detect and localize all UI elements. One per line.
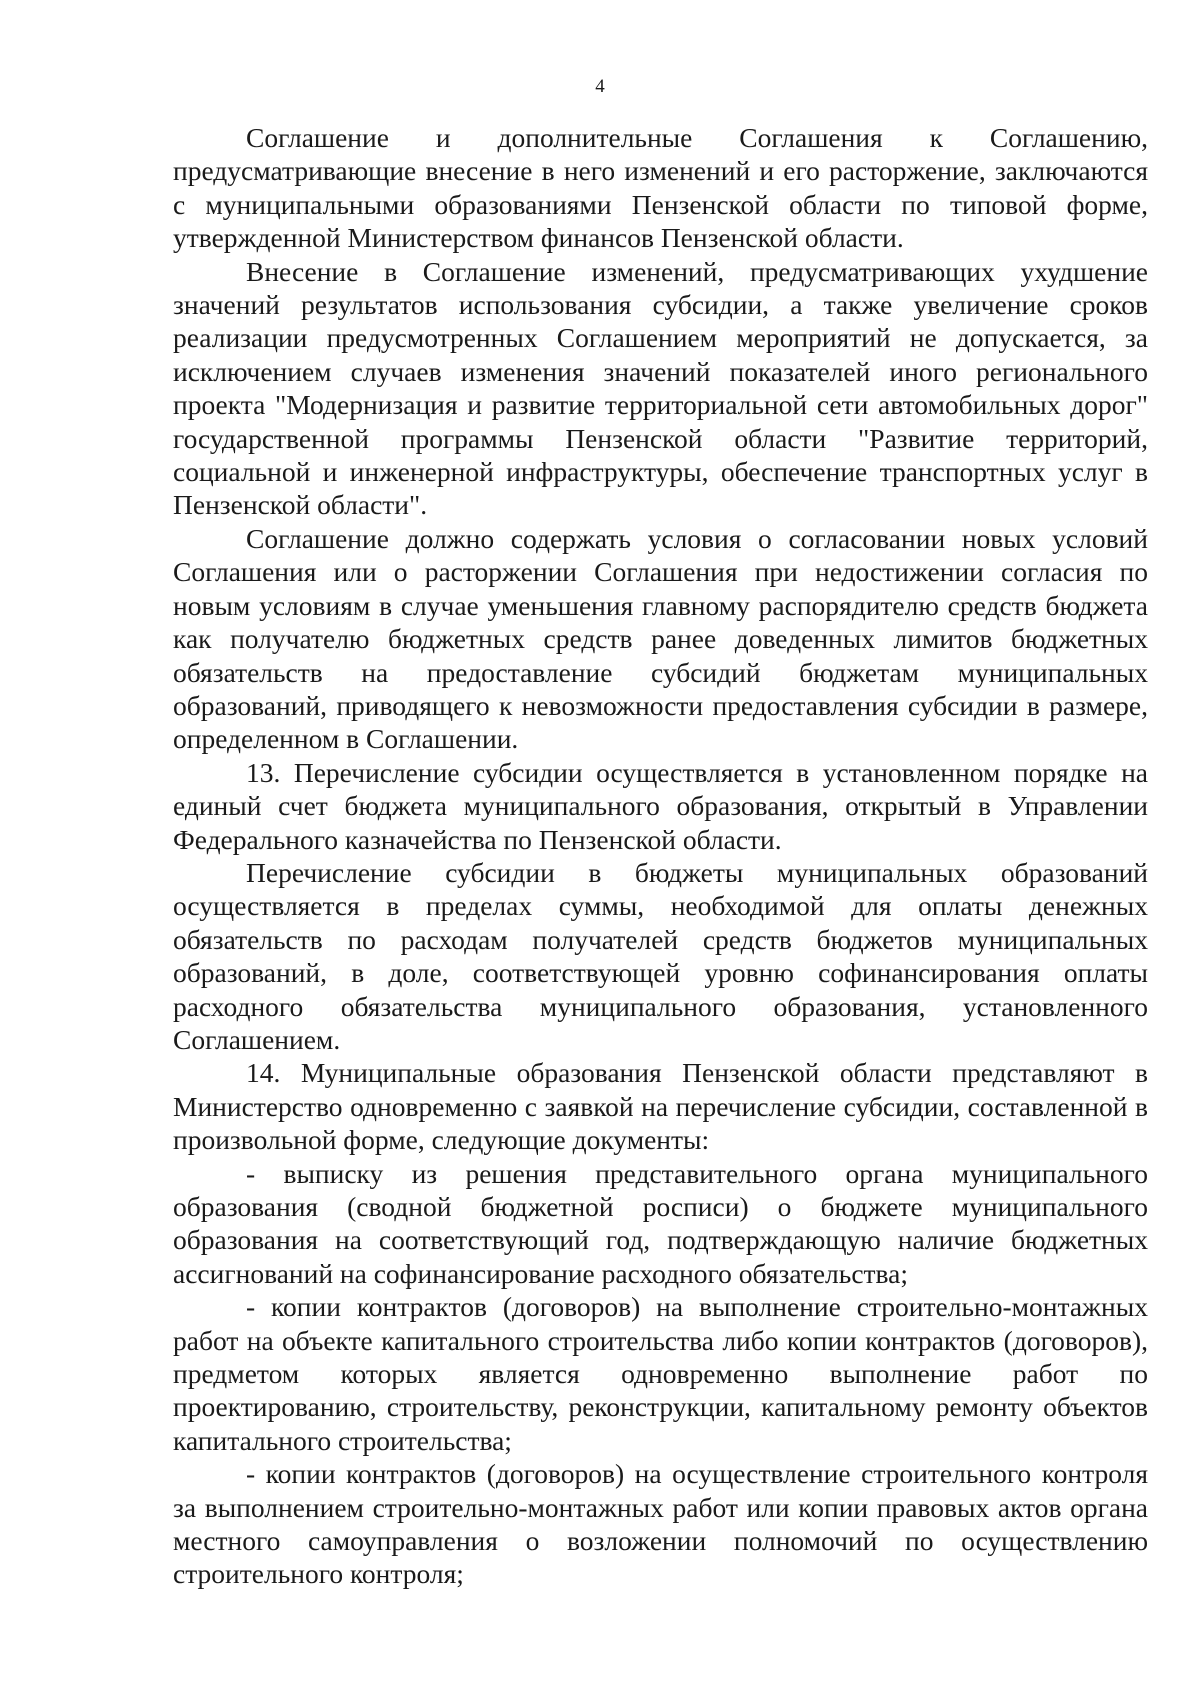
list-item-control-contracts: - копии контрактов (договоров) на осуществление строительного контроля за выполнением строительно-монтажных работ или копии правовых актов органа местного самоуправления о возложении полномочий по осуществлению строительного контроля;: [173, 1458, 1148, 1590]
paragraph-subsidy-transfer: Перечисление субсидии в бюджеты муниципальных образований осуществляется в пределах суммы, необходимой для оплаты денежных обязательств по расходам получателей средств бюджетов муниципальных образований, в доле, соответствующей уровню софинансирования оплаты расходного обязательства муниципального образования, установленного Соглашением.: [173, 856, 1148, 1055]
paragraph-agreement-changes: Внесение в Соглашение изменений, предусматривающих ухудшение значений результатов использования субсидии, а также увеличение сроков реализации предусмотренных Соглашением мероприятий не допускается, за исключением случаев изменения значений показателей иного регионального проекта "Модернизация и развитие территориальной сети автомобильных дорог" государственной программы Пензенской области "Развитие территорий, социальной и инженерной инфраструктуры, обеспечение транспортных услуг в Пензенской области".: [173, 255, 1148, 521]
paragraph-agreement-conditions: Соглашение должно содержать условия о согласовании новых условий Соглашения или о расторжении Соглашения при недостижении согласия по новым условиям в случае уменьшения главному распорядителю средств бюджета как получателю бюджетных средств ранее доведенных лимитов бюджетных обязательств на предоставление субсидий бюджетам муниципальных образований, приводящего к невозможности предоставления субсидии в размере, определенном в Соглашении.: [173, 522, 1148, 755]
list-item-budget-extract: - выписку из решения представительного органа муниципального образования (сводной бюджетной росписи) о бюджете муниципального образования на соответствующий год, подтверждающую наличие бюджетных ассигнований на софинансирование расходного обязательства;: [173, 1157, 1148, 1289]
paragraph-agreement-form: Соглашение и дополнительные Соглашения к Соглашению, предусматривающие внесение в него изменений и его расторжение, заключаются с муниципальными образованиями Пензенской области по типовой форме, утвержденной Министерством финансов Пензенской области.: [173, 122, 1148, 254]
document-body: [173, 121, 1148, 1591]
page-number: 4: [595, 76, 605, 97]
paragraph-item-14: 14. Муниципальные образования Пензенской области представляют в Министерство одновременно с заявкой на перечисление субсидии, составленной в произвольной форме, следующие документы:: [173, 1057, 1148, 1156]
list-item-construction-contracts: - копии контрактов (договоров) на выполнение строительно-монтажных работ на объекте капитального строительства либо копии контрактов (договоров), предметом которых является одновременно выполнение работ по проектированию, строительству, реконструкции, капитальному ремонту объектов капитального строительства;: [173, 1291, 1148, 1456]
paragraph-item-13: 13. Перечисление субсидии осуществляется в установленном порядке на единый счет бюджета муниципального образования, открытый в Управлении Федерального казначейства по Пензенской области.: [173, 756, 1148, 855]
